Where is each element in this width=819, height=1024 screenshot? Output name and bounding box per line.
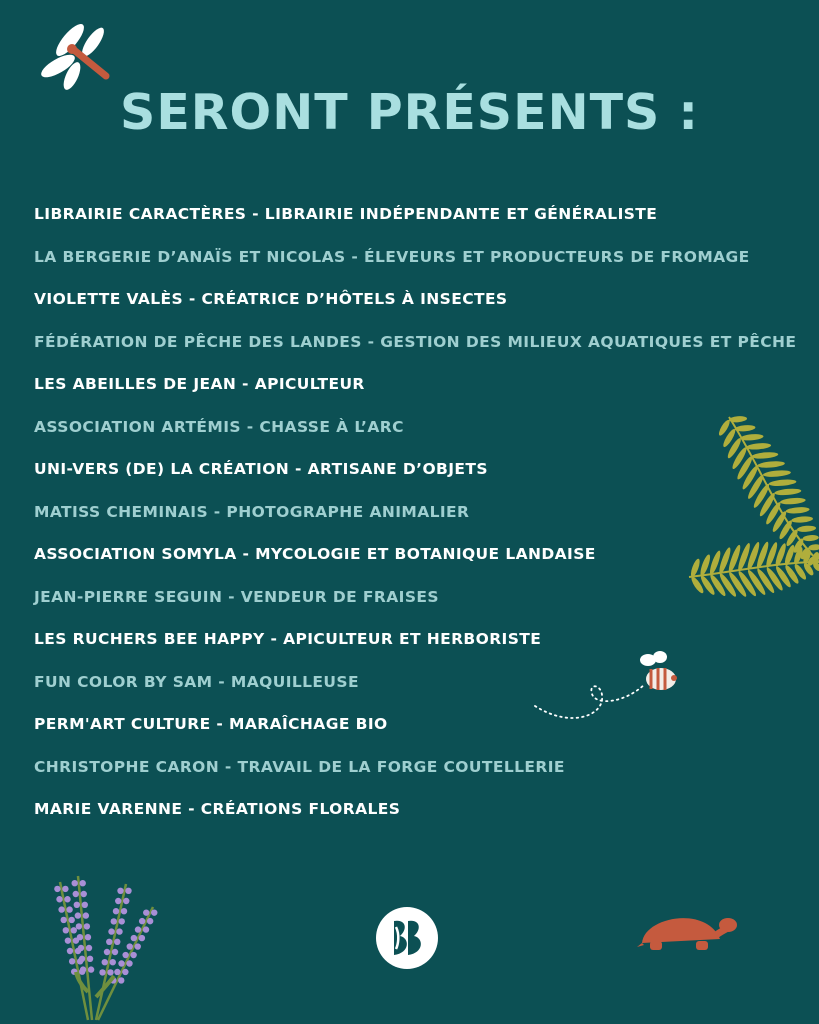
- exhibitor-text: LA BERGERIE D’ANAÏS ET NICOLAS - ÉLEVEURS ET PRODUCTEURS DE FROMAGE: [34, 247, 750, 266]
- exhibitor-text: CHRISTOPHE CARON - TRAVAIL DE LA FORGE COUTELLERIE: [34, 757, 565, 776]
- exhibitor-text: VIOLETTE VALÈS - CRÉATRICE D’HÔTELS À INSECTES: [34, 290, 508, 308]
- list-item: [34, 455, 794, 498]
- list-item: [34, 795, 794, 838]
- exhibitor-text: LIBRAIRIE CARACTÈRES - LIBRAIRIE INDÉPENDANTE ET GÉNÉRALISTE: [34, 205, 658, 223]
- exhibitor-text: ASSOCIATION ARTÉMIS - CHASSE À L’ARC: [34, 417, 404, 436]
- logo-icon: [374, 905, 440, 971]
- exhibitor-text: MARIE VARENNE - CRÉATIONS FLORALES: [34, 800, 401, 818]
- list-item: [34, 753, 794, 796]
- list-item: [34, 413, 794, 456]
- list-item: [34, 498, 794, 541]
- list-item: [34, 285, 794, 328]
- list-item: [34, 200, 794, 243]
- exhibitor-text: FÉDÉRATION DE PÊCHE DES LANDES - GESTION DES MILIEUX AQUATIQUES ET PÊCHE: [34, 332, 797, 351]
- fern-icon: [684, 412, 819, 617]
- exhibitor-text: LES RUCHERS BEE HAPPY - APICULTEUR ET HERBORISTE: [34, 630, 542, 648]
- list-item: [34, 370, 794, 413]
- exhibitor-text: PERM'ART CULTURE - MARAÎCHAGE BIO: [34, 715, 388, 733]
- list-item: [34, 328, 797, 371]
- list-item: [34, 583, 794, 626]
- lavender-icon: [48, 872, 168, 1022]
- bee-icon: [530, 648, 685, 728]
- turtle-icon: [636, 905, 740, 955]
- dragonfly-icon: [40, 22, 114, 92]
- exhibitor-text: ASSOCIATION SOMYLA - MYCOLOGIE ET BOTANIQUE LANDAISE: [34, 545, 596, 563]
- list-item: [34, 243, 794, 286]
- exhibitor-text: JEAN-PIERRE SEGUIN - VENDEUR DE FRAISES: [34, 587, 439, 606]
- exhibitor-text: LES ABEILLES DE JEAN - APICULTEUR: [34, 375, 365, 393]
- exhibitor-list: [34, 200, 797, 838]
- page-title: SERONT PRÉSENTS :: [120, 84, 699, 141]
- list-item: [34, 540, 794, 583]
- exhibitor-text: MATISS CHEMINAIS - PHOTOGRAPHE ANIMALIER: [34, 502, 470, 521]
- exhibitor-text: FUN COLOR BY SAM - MAQUILLEUSE: [34, 672, 359, 691]
- exhibitor-text: UNI-VERS (DE) LA CRÉATION - ARTISANE D’OBJETS: [34, 460, 488, 478]
